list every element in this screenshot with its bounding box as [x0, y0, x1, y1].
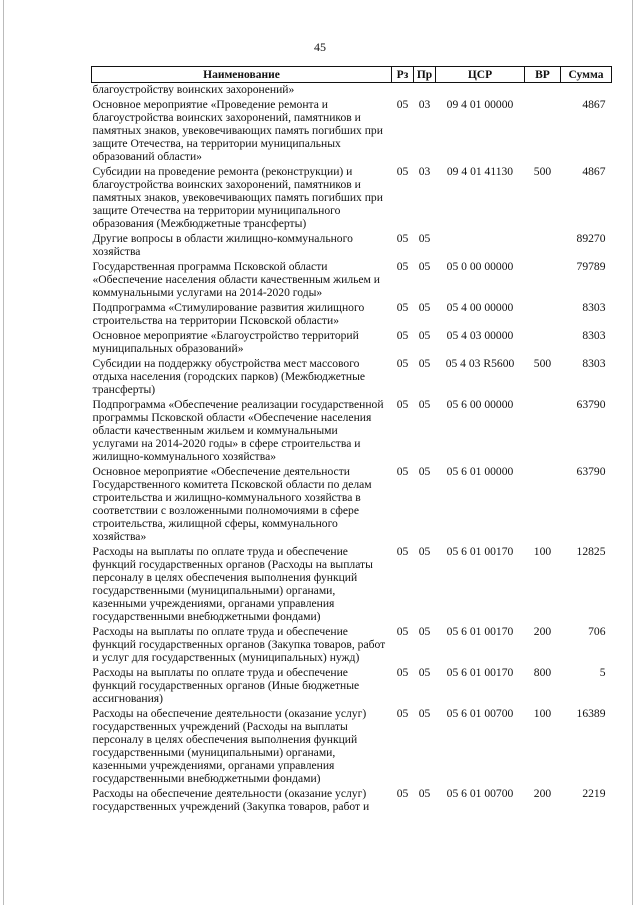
row-pr-cell: 05	[418, 301, 431, 314]
row-csr-cell: 05 6 01 00700	[446, 787, 514, 800]
row-pr-cell: 05	[418, 329, 431, 342]
row-sum-cell: 8303	[582, 329, 606, 342]
row-name-cell: Расходы на выплаты по оплате труда и обеспечение функций государственных органов (Расходы на выплаты персоналу в целях обеспечения выполнения функций государственными (муниципальными) органами, казенными учреждениями, органами управления государственными внебюджетными фондами)	[92, 545, 373, 623]
row-pr-cell: 05	[418, 545, 431, 558]
row-csr-cell: 05 6 01 00700	[446, 707, 514, 720]
row-name-cell: благоустройству воинских захоронений»	[92, 83, 295, 96]
table-row	[92, 98, 612, 165]
row-pr-cell: 05	[418, 707, 431, 720]
table-row	[92, 165, 612, 232]
row-csr-cell: 05 4 03 00000	[446, 329, 514, 342]
row-pr-cell: 05	[418, 787, 431, 800]
row-name-cell: Основное мероприятие «Благоустройство территорий муниципальных образований»	[92, 329, 359, 355]
row-csr-cell: 05 6 00 00000	[446, 398, 514, 411]
table-row	[92, 625, 612, 666]
row-pr-cell: 03	[418, 98, 431, 111]
row-name-cell: Расходы на обеспечение деятельности (оказание услуг) государственных учреждений (Закупка товаров, работ и	[92, 787, 370, 813]
header-csr: ЦСР	[436, 67, 525, 83]
row-sum-cell: 8303	[582, 301, 606, 314]
table-row	[92, 232, 612, 260]
header-row	[92, 67, 612, 83]
header-rz: Рз	[392, 67, 414, 83]
header-pr: Пр	[414, 67, 436, 83]
table-row	[92, 787, 612, 815]
row-sum-cell: 63790	[576, 398, 606, 411]
row-csr-cell: 05 0 00 00000	[446, 260, 514, 273]
row-name-cell: Расходы на обеспечение деятельности (оказание услуг) государственных учреждений (Расходы на выплаты персоналу в целях обеспечения выполнения функций государственными (муниципальными) органами, казенными учреждениями, органами управления государственными внебюджетными фондами)	[92, 707, 367, 785]
budget-table	[91, 66, 612, 815]
row-csr-cell: 05 4 03 R5600	[445, 357, 515, 370]
row-sum-cell: 8303	[582, 357, 606, 370]
row-sum-cell: 2219	[582, 787, 606, 800]
row-vr-cell	[525, 98, 561, 165]
row-vr-cell	[525, 232, 561, 260]
header-vr: ВР	[525, 67, 561, 83]
row-vr-cell: 200	[533, 625, 552, 638]
row-vr-cell	[525, 465, 561, 545]
row-csr-cell	[436, 83, 525, 99]
row-csr-cell: 05 6 01 00170	[446, 545, 514, 558]
row-name-cell: Субсидии на проведение ремонта (реконструкции) и благоустройства воинских захоронений, памятников и памятных знаков, увековечивающих память погибших при защите Отечества на территории муниципального образования (Межбюджетные трансферты)	[92, 165, 383, 230]
row-sum-cell: 706	[588, 625, 606, 638]
row-vr-cell	[525, 301, 561, 329]
row-name-cell: Субсидии на поддержку обустройства мест массового отдыха населения (городских парков) (Межбюджетные трансферты)	[92, 357, 366, 396]
row-rz-cell: 05	[396, 232, 409, 245]
row-rz-cell: 05	[396, 301, 409, 314]
row-vr-cell: 800	[533, 666, 552, 679]
row-sum-cell: 79789	[576, 260, 606, 273]
table-row	[92, 260, 612, 301]
row-pr-cell: 05	[418, 398, 431, 411]
row-sum-cell: 12825	[576, 545, 606, 558]
row-vr-cell: 500	[533, 165, 552, 178]
row-csr-cell: 05 4 00 00000	[446, 301, 514, 314]
row-rz-cell: 05	[396, 398, 409, 411]
row-rz-cell: 05	[396, 465, 409, 478]
row-pr-cell: 03	[418, 165, 431, 178]
row-name-cell: Расходы на выплаты по оплате труда и обеспечение функций государственных органов (Закупка товаров, работ и услуг для государственных (муниципальных) нужд)	[92, 625, 386, 664]
row-rz-cell: 05	[396, 329, 409, 342]
row-sum-cell: 5	[599, 666, 606, 679]
row-sum-cell: 16389	[576, 707, 606, 720]
row-vr-cell: 100	[533, 707, 552, 720]
table-row	[92, 329, 612, 357]
table-row	[92, 707, 612, 787]
row-vr-cell	[525, 260, 561, 301]
row-name-cell: Другие вопросы в области жилищно-коммунального хозяйства	[92, 232, 353, 258]
row-name-cell: Основное мероприятие «Обеспечение деятельности Государственного комитета Псковской области по делам строительства и жилищно-коммунального хозяйства в соответствии с возложенными полномочиями в сфере строительства, жилищной сферы, коммунального хозяйства»	[92, 465, 372, 543]
row-rz-cell: 05	[396, 98, 409, 111]
row-name-cell: Подпрограмма «Обеспечение реализации государственной программы Псковской области «Обеспечение населения области качественным жильем и коммунальными услугами на 2014-2020 годы» в сфере строительства и жилищно-коммунального хозяйства»	[92, 398, 384, 463]
table-row	[92, 666, 612, 707]
row-csr-cell: 09 4 01 00000	[446, 98, 514, 111]
row-vr-cell	[525, 329, 561, 357]
row-csr-cell: 05 6 01 00170	[446, 625, 514, 638]
table-body	[92, 83, 612, 816]
row-pr-cell	[414, 83, 436, 99]
row-vr-cell	[525, 398, 561, 465]
row-rz-cell: 05	[396, 545, 409, 558]
row-rz-cell: 05	[396, 707, 409, 720]
row-pr-cell: 05	[418, 465, 431, 478]
table-header	[92, 67, 612, 83]
row-name-cell: Основное мероприятие «Проведение ремонта и благоустройства воинских захоронений, памятников и памятных знаков, увековечивающих память погибших при защите Отечества, на территории муниципальных образований области»	[92, 98, 383, 163]
table-row	[92, 398, 612, 465]
table-row	[92, 465, 612, 545]
row-rz-cell: 05	[396, 625, 409, 638]
row-pr-cell: 05	[418, 260, 431, 273]
scan-edge-left	[3, 0, 4, 905]
row-pr-cell: 05	[418, 357, 431, 370]
row-pr-cell: 05	[418, 625, 431, 638]
row-rz-cell: 05	[396, 260, 409, 273]
row-rz-cell	[392, 83, 414, 99]
row-name-cell: Расходы на выплаты по оплате труда и обеспечение функций государственных органов (Иные бюджетные ассигнования)	[92, 666, 360, 705]
row-pr-cell: 05	[418, 232, 431, 245]
scan-edge-right	[632, 0, 633, 905]
table-row	[92, 83, 612, 99]
row-rz-cell: 05	[396, 165, 409, 178]
row-vr-cell: 100	[533, 545, 552, 558]
header-sum: Сумма	[561, 67, 612, 83]
row-sum-cell: 63790	[576, 465, 606, 478]
table-row	[92, 545, 612, 625]
row-rz-cell: 05	[396, 787, 409, 800]
row-csr-cell: 05 6 01 00170	[446, 666, 514, 679]
table-row	[92, 301, 612, 329]
row-vr-cell: 500	[533, 357, 552, 370]
row-sum-cell: 4867	[582, 98, 606, 111]
row-name-cell: Подпрограмма «Стимулирование развития жилищного строительства на территории Псковской области»	[92, 301, 365, 327]
budget-table-container	[91, 66, 611, 815]
row-sum-cell: 4867	[582, 165, 606, 178]
row-sum-cell: 89270	[576, 232, 606, 245]
table-row	[92, 357, 612, 398]
row-vr-cell	[525, 83, 561, 99]
row-rz-cell: 05	[396, 666, 409, 679]
row-csr-cell: 09 4 01 41130	[446, 165, 514, 178]
row-csr-cell	[436, 232, 525, 260]
page-number: 45	[314, 40, 326, 54]
row-name-cell: Государственная программа Псковской области «Обеспечение населения области качественным жильем и коммунальными услугами на 2014-2020 годы»	[92, 260, 380, 299]
header-name: Наименование	[92, 67, 392, 83]
row-pr-cell: 05	[418, 666, 431, 679]
row-vr-cell: 200	[533, 787, 552, 800]
row-csr-cell: 05 6 01 00000	[446, 465, 514, 478]
row-rz-cell: 05	[396, 357, 409, 370]
row-sum-cell	[561, 83, 612, 99]
